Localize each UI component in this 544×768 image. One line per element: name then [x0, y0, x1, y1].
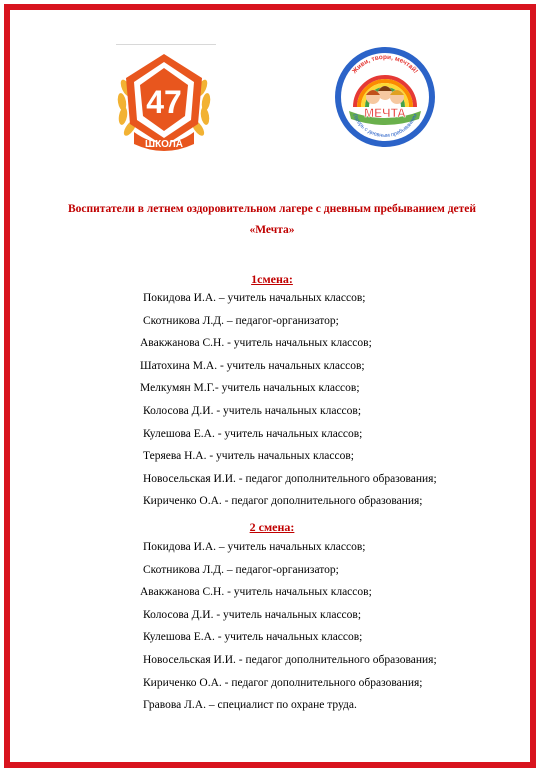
staff-entry: Покидова И.А. – учитель начальных классов; — [143, 292, 366, 304]
shift-2-heading: 2 смена: — [249, 520, 295, 534]
staff-entry: Шатохина М.А. - учитель начальных классов; — [140, 359, 365, 372]
staff-entry: Скотникова Л.Д. – педагог-организатор; — [143, 563, 339, 576]
document-title — [20, 199, 524, 241]
staff-entry: Гравова Л.А. – специалист по охране труда. — [143, 699, 357, 712]
school-word: ШКОЛА — [145, 139, 183, 150]
staff-entry: Колосова Д.И. - учитель начальных классов; — [143, 608, 362, 621]
shift-1-heading: 1смена: — [251, 272, 293, 286]
staff-entry: Кириченко О.А. - педагог дополнительного образования; — [143, 495, 423, 508]
staff-entry: Кулешова Е.А. - учитель начальных классов; — [143, 631, 363, 644]
staff-entry: Кириченко О.А. - педагог дополнительного образования; — [143, 676, 423, 689]
staff-entry: Кулешова Е.А. - учитель начальных классов; — [143, 427, 363, 440]
staff-entry: Скотникова Л.Д. – педагог-организатор; — [143, 314, 339, 327]
staff-entry: Мелкумян М.Г.- учитель начальных классов; — [140, 382, 360, 395]
staff-entry: Авакжанова С.Н. - учитель начальных классов; — [140, 337, 372, 350]
camp-name: МЕЧТА — [364, 106, 406, 120]
staff-entry: Новосельская И.И. - педагог дополнительного образования; — [143, 654, 437, 666]
staff-entry: Теряева Н.А. - учитель начальных классов; — [143, 450, 354, 463]
school-number: 47 — [146, 84, 182, 120]
school-47-logo — [112, 48, 216, 154]
camp-slogan: Живи, твори, мечтай! — [351, 53, 419, 76]
staff-entry: Авакжанова С.Н. - учитель начальных классов; — [140, 586, 372, 599]
staff-entry: Новосельская И.И. - педагог дополнительного образования; — [143, 472, 437, 485]
title-line-2: «Мечта» — [249, 224, 295, 236]
camp-subtitle: Лагерь с дневным пребыванием — [351, 113, 419, 140]
top-divider — [116, 44, 216, 45]
staff-entry: Колосова Д.И. - учитель начальных классов; — [143, 405, 362, 417]
title-line-1: Воспитатели в летнем оздоровительном лагере с дневным пребыванием детей — [67, 203, 476, 215]
camp-mechta-logo — [333, 45, 437, 149]
staff-entry: Покидова И.А. – учитель начальных классов; — [143, 541, 366, 553]
